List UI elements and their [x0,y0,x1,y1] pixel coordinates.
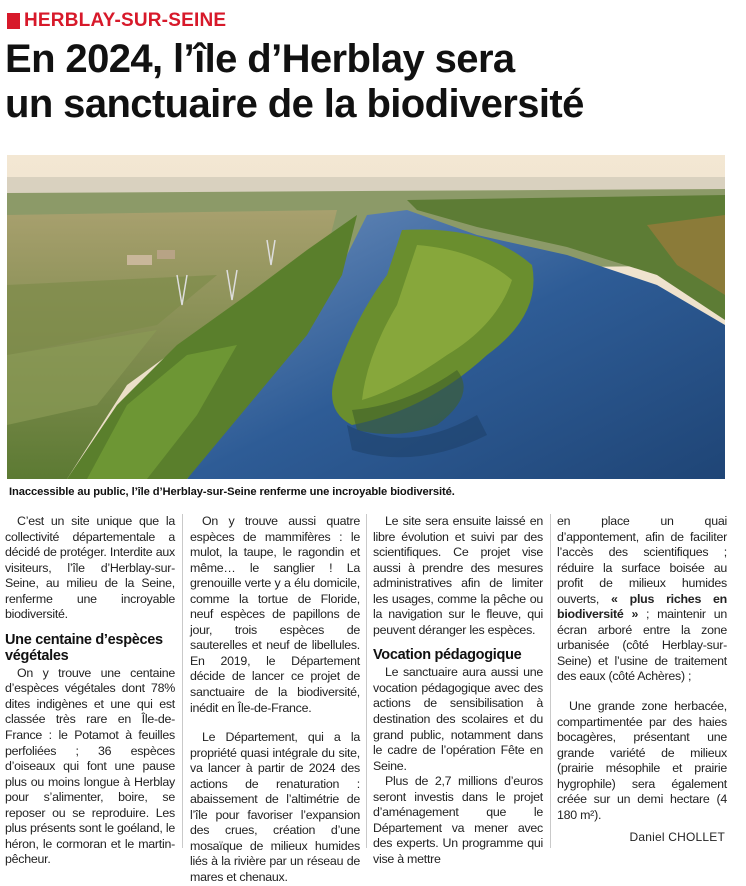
paragraph: Plus de 2,7 millions d’euros seront investis dans le projet d’aménagement que le Département va mener avec des experts. Un programme qui vise à mettre [373,774,543,866]
column-divider [182,514,183,848]
paragraph: C’est un site unique que la collectivité départementale a décidé de protéger. Interdite aux visiteurs, l’île d’Herblay-sur-Seine, au milieu de la Seine, renferme une incroyable biodiversité. [5,514,175,622]
headline-line-2: un sanctuaire de la biodiversité [5,82,584,126]
paragraph [557,514,727,685]
paragraph: On y trouve aussi quatre espèces de mammifères : le mulot, la taupe, le ragondin et même… le sanglier ! La grenouille verte y a élu domicile, comme la tortue de Floride, neuf espèces de papillons de jour, trois espèces de sauterelles et neuf de libellules. En 2019, le Département décide de lancer ce projet de sanctuaire de la biodiversité, inédit en Île-de-France. [190,514,360,715]
article-column-4 [557,514,727,823]
section-kicker [7,9,226,33]
column-divider [550,514,551,848]
paragraph: Le Département, qui a la propriété quasi intégrale du site, va lancer à partir de 2024 des actions de renaturation : abaissement de l’altimétrie de l’île pour favoriser l’expansion des crues, création d’une mosaïque de milieux humides liés à la rivière par un réseau de mares et chenaux. [190,730,360,885]
subheading-pedagogique: Vocation pédagogique [373,647,522,664]
bold-quote: « plus riches en biodiversité » [557,591,727,622]
article-column-3 [373,514,543,867]
aerial-photo-island [7,155,725,479]
paragraph: Le site sera ensuite laissé en libre évolution et suivi par des scientifiques. Ce projet vise aussi à prendre des mesures administratives afin de limiter les usages, comme la pêche ou la navigation sur le fleuve, qui peuvent déranger les espèces. [373,514,543,637]
paragraph: Le sanctuaire aura aussi une vocation pédagogique avec des actions de sensibilisation à destination des scolaires et du grand public, notamment dans le cadre de l’opération Fête en Seine. [373,665,543,773]
kicker-square-icon [7,13,20,29]
paragraph-text: en place un quai d’appontement, afin de faciliter l’accès des scientifiques ; réduire la surface boisée au profit de milieux humides ouverts, [557,514,727,606]
paragraph-text: ; maintenir un écran arboré entre la zone urbanisée (côté Herblay-sur-Seine) et l’usine de traitement des eaux (côté Achères) ; [557,607,727,684]
column-divider [366,514,367,848]
headline-line-1: En 2024, l’île d’Herblay sera [5,37,515,81]
subheading-vegetal: Une centaine d’espèces végétales [5,631,163,664]
photo-caption: Inaccessible au public, l’île d’Herblay-sur-Seine renferme une incroyable biodiversité. [9,486,455,498]
author-byline: Daniel CHOLLET [629,830,725,844]
article-column-1 [5,514,175,868]
article-headline [5,37,743,127]
article-column-2 [190,514,360,886]
paragraph: Une grande zone herbacée, compartimentée par des haies bocagères, présentant une grande variété de milieux (prairie mésophile et prairie hygrophile) sera également créée sur un demi hectare (4 180 m²). [557,699,727,822]
aerial-photo-illustration [7,155,725,479]
paragraph: On y trouve une centaine d’espèces végétales dont 78% dites indigènes et une qui est classée très rare en Île-de-France : le Potamot à feuilles perfoliées ; 36 espèces d’oiseaux qui font une pause plus ou moins longue à Herblay pour s’alimenter, boire, se reposer ou se reproduire. Les plus présents sont le goéland, le héron, le cormoran et le martin-pêcheur. [5,665,175,867]
kicker-label: HERBLAY-SUR-SEINE [24,10,227,31]
